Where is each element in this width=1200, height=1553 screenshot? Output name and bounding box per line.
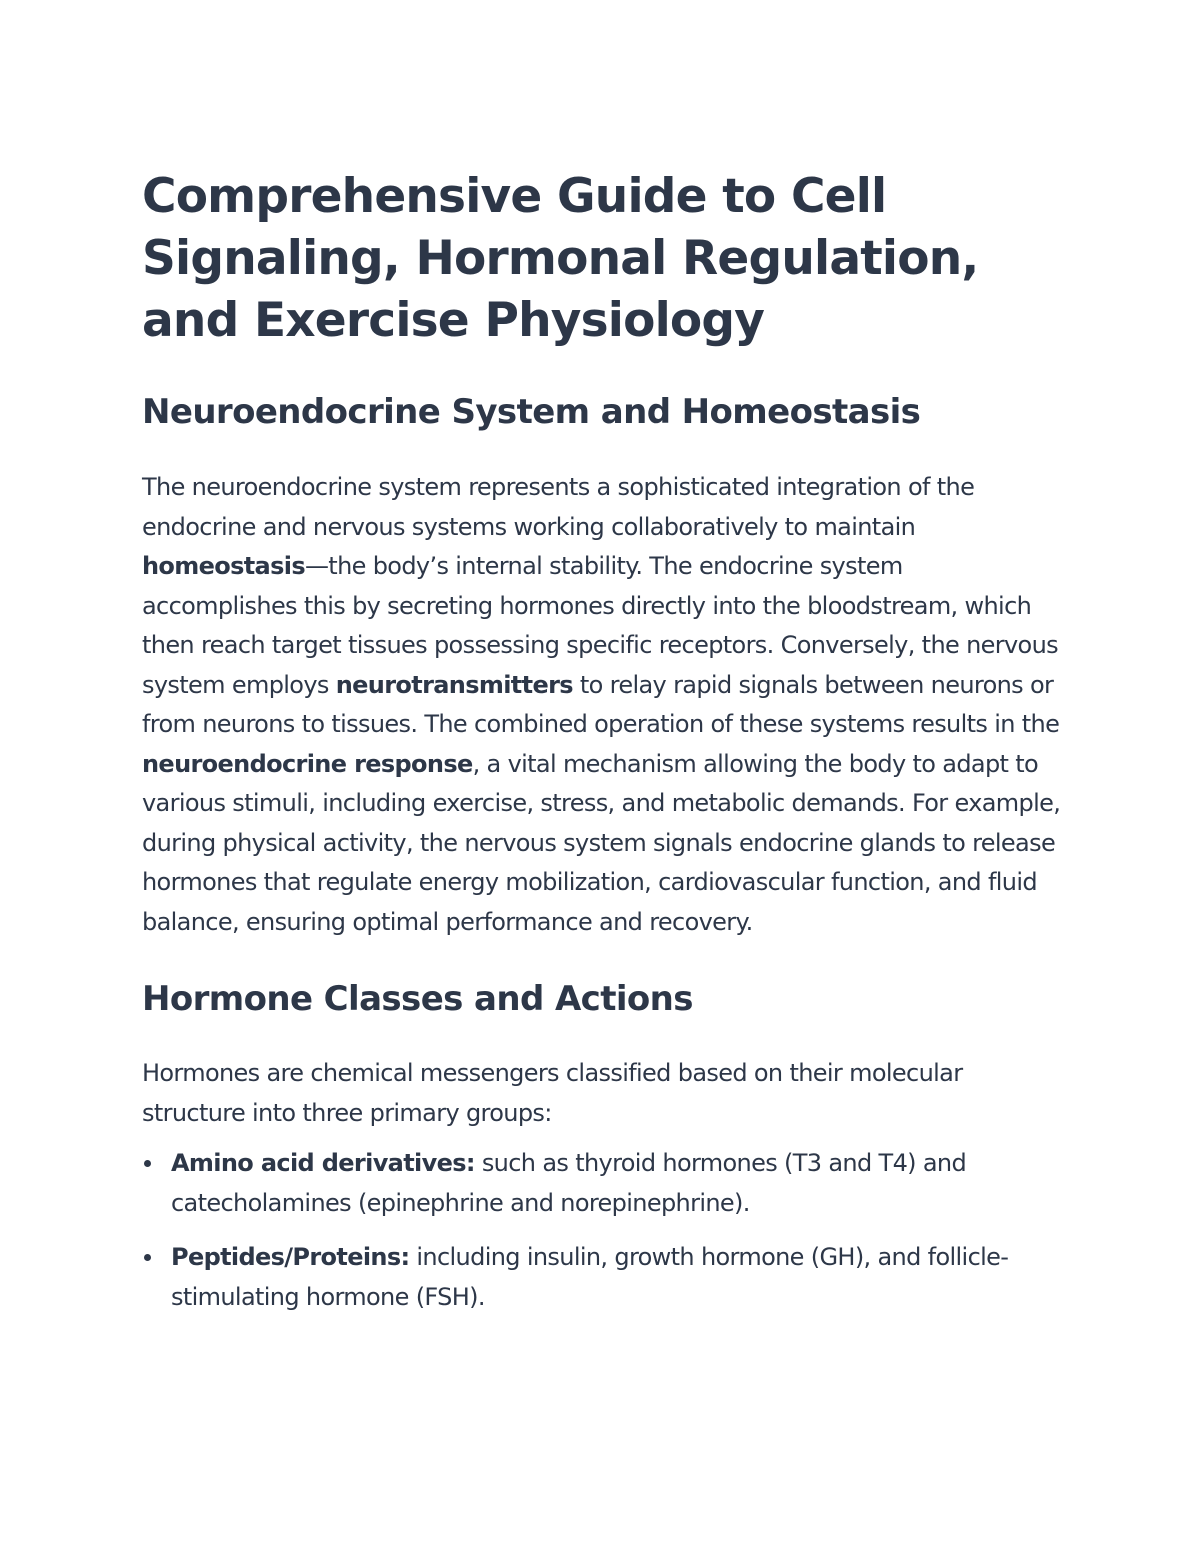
section-heading-hormone-classes: Hormone Classes and Actions bbox=[142, 979, 693, 1019]
bold-term-neurotransmitters: neurotransmitters bbox=[335, 670, 573, 699]
section-heading-neuroendocrine: Neuroendocrine System and Homeostasis bbox=[142, 392, 921, 432]
bold-term-homeostasis: homeostasis bbox=[142, 552, 305, 580]
paragraph-text: —the body’s internal stability. The endocrine system accomplishes this by secreting hormones directly into the bloodstream, which then reach target tissues possessing specific receptors. Conversely, the nervous system employs bbox=[142, 552, 1058, 699]
page-title: Comprehensive Guide to Cell Signaling, Hormonal Regulation, and Exercise Physiology bbox=[142, 169, 979, 348]
bullet-icon bbox=[144, 1254, 151, 1261]
paragraph-text: The neuroendocrine system represents a sophisticated integration of the endocrine and nervous systems working collaboratively to maintain bbox=[142, 473, 975, 541]
list-item-label: Amino acid derivatives: bbox=[171, 1149, 475, 1177]
document-page bbox=[142, 166, 1062, 1331]
neuroendocrine-paragraph bbox=[142, 468, 1062, 942]
hormone-class-list bbox=[142, 1143, 1062, 1317]
paragraph-text: , a vital mechanism allowing the body to adapt to various stimuli, including exercise, stress, and metabolic demands. For example, during physical activity, the nervous system signals endocrine glands to release hormones that regulate energy mobilization, cardiovascular function, and fluid balance, ensuring optimal performance and recovery. bbox=[142, 749, 1061, 936]
list-item-text: such as thyroid hormones (T3 and T4) and catecholamines (epinephrine and norepinephrine). bbox=[171, 1149, 967, 1217]
list-item-text: including insulin, growth hormone (GH), and follicle-stimulating hormone (FSH). bbox=[171, 1243, 1009, 1311]
bold-term-neuroendocrine-response: neuroendocrine response bbox=[142, 749, 473, 778]
hormone-classes-intro: Hormones are chemical messengers classified based on their molecular structure into three primary groups: bbox=[142, 1059, 963, 1127]
bullet-icon bbox=[144, 1160, 151, 1167]
list-item bbox=[142, 1237, 1062, 1317]
list-item-label: Peptides/Proteins: bbox=[171, 1243, 410, 1271]
paragraph-text: to relay rapid signals between neurons or from neurons to tissues. The combined operation of these systems results in the bbox=[142, 670, 1060, 738]
list-item bbox=[142, 1143, 1062, 1223]
